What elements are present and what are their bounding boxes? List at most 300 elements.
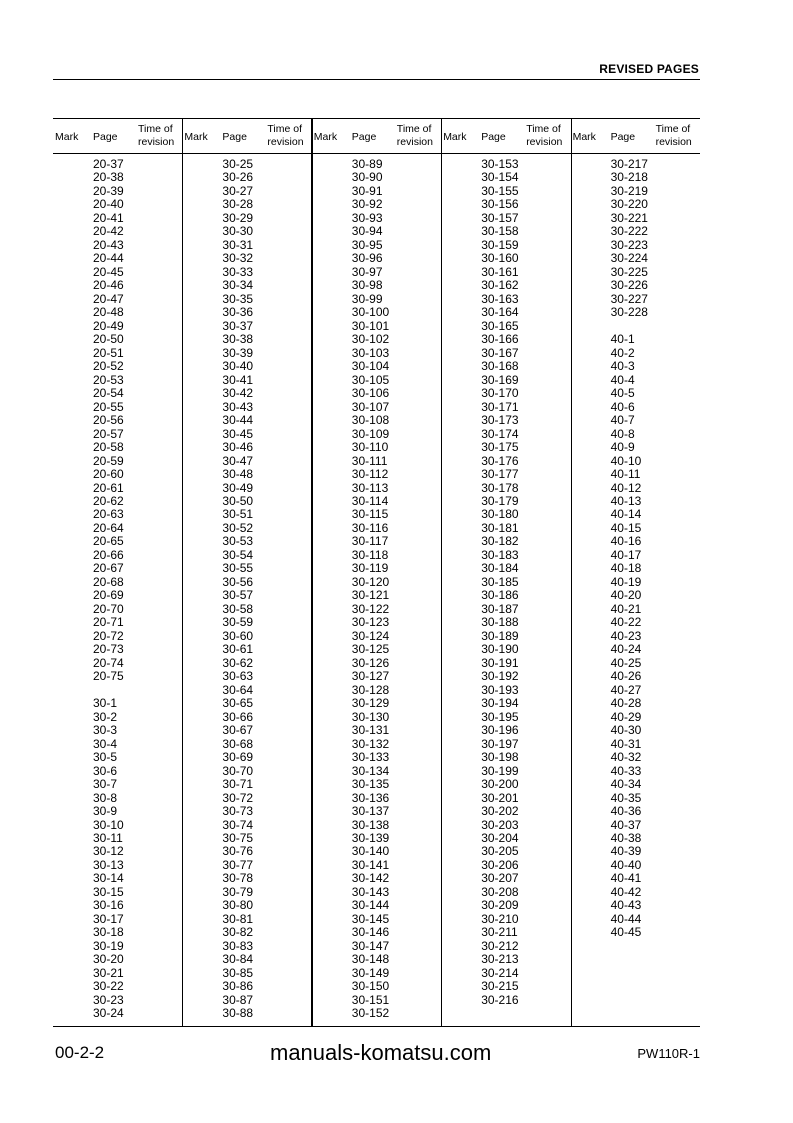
page-entry: 30-75	[222, 831, 254, 845]
page-entry: 30-69	[222, 750, 254, 765]
page-entry: 30-9	[93, 804, 118, 819]
page-entry: 30-84	[222, 952, 254, 967]
page-entry: 30-108	[351, 413, 390, 428]
header-time-line1: Time of	[526, 123, 561, 135]
page-entry: 30-195	[481, 709, 519, 724]
page-entry: 30-206	[481, 857, 519, 872]
page-entry: 30-163	[481, 291, 519, 306]
page-entry: 30-37	[222, 318, 254, 333]
page-entry: 40-1	[610, 332, 635, 347]
page-entry: 40-13	[610, 494, 642, 508]
page-entry: 30-153	[481, 157, 519, 171]
page-entry: 30-42	[222, 386, 254, 401]
page-entry: 20-51	[93, 345, 124, 360]
column-divider	[182, 118, 183, 1026]
page-entry: 30-167	[481, 345, 519, 360]
page-entry: 30-141	[351, 857, 390, 872]
header-mark: Mark	[572, 131, 596, 143]
page-entry: 40-5	[610, 386, 635, 401]
column-divider	[311, 118, 313, 1026]
page-entry: 30-158	[481, 224, 519, 239]
page-entry: 30-215	[481, 979, 519, 994]
page-entry: 30-82	[222, 925, 254, 940]
page-entry: 30-101	[351, 318, 390, 333]
page-entry: 30-36	[222, 305, 254, 320]
page-entry: 40-40	[610, 857, 642, 872]
page-entry: 30-154	[481, 170, 519, 185]
page-entry: 30-149	[351, 965, 390, 980]
page-entry: 30-26	[222, 170, 254, 185]
page-entry: 30-45	[222, 426, 254, 441]
page-entry: 20-64	[93, 520, 124, 535]
page-entry: 30-78	[222, 871, 254, 886]
page-entry: 30-175	[481, 440, 519, 455]
header-mark: Mark	[55, 131, 79, 143]
page-entry: 40-14	[610, 507, 642, 522]
page-entry: 30-28	[222, 197, 254, 212]
page-entry: 20-68	[93, 574, 124, 589]
page-entry: 30-168	[481, 359, 519, 374]
page-entry: 30-213	[481, 952, 519, 967]
page-entry: 30-219	[610, 183, 648, 198]
page-entry: 30-209	[481, 898, 519, 913]
column-divider	[571, 118, 572, 1026]
page-entry: 30-129	[351, 696, 390, 711]
page-entry: 40-27	[610, 682, 642, 697]
page-entry: 30-208	[481, 884, 519, 899]
page-entry: 40-17	[610, 547, 642, 562]
page-entry: 30-144	[351, 898, 390, 913]
page-entry: 30-202	[481, 804, 519, 819]
page-entry: 30-121	[351, 588, 390, 603]
page-entry: 20-75	[93, 669, 124, 684]
page-entry: 40-19	[610, 574, 642, 589]
page-entry: 30-109	[351, 426, 390, 441]
page-entry: 30-204	[481, 831, 519, 845]
page-entry: 20-46	[93, 278, 124, 293]
page-entry: 30-67	[222, 723, 254, 738]
page-entry: 30-87	[222, 992, 254, 1007]
page-entry: 30-97	[351, 264, 383, 279]
header-time-line2: revision	[655, 136, 692, 148]
page-entry: 30-155	[481, 183, 519, 198]
page-entry: 30-94	[351, 224, 383, 239]
page-entry: 40-3	[610, 359, 635, 374]
page-entry: 30-138	[351, 817, 390, 832]
page-entry: 30-221	[610, 210, 648, 225]
page-entry: 30-47	[222, 453, 254, 468]
page-entry: 30-19	[93, 938, 124, 953]
page-entry: 30-226	[610, 278, 648, 293]
page-entry: 30-49	[222, 480, 254, 495]
page-entry: 30-124	[351, 628, 390, 643]
page-entry: 30-38	[222, 332, 254, 347]
page-entry: 40-35	[610, 790, 642, 805]
page-entry: 30-143	[351, 884, 390, 899]
page-entry: 30-216	[481, 992, 519, 1007]
page-entry: 30-212	[481, 938, 519, 953]
header-page: Page	[351, 131, 377, 143]
page-entry: 30-2	[93, 709, 118, 724]
page-entry: 30-130	[351, 709, 390, 724]
page-entry: 20-69	[93, 588, 124, 603]
page-entry: 30-46	[222, 440, 254, 455]
page-entry: 40-45	[610, 925, 642, 940]
page-entry: 30-122	[351, 601, 390, 616]
model-name: PW110R-1	[637, 1046, 700, 1061]
page-entry: 40-9	[610, 440, 635, 455]
page-entry: 30-187	[481, 601, 519, 616]
page-entry: 30-176	[481, 453, 519, 468]
header-divider	[53, 79, 700, 80]
page-entry: 30-217	[610, 157, 648, 171]
page-entry: 30-207	[481, 871, 519, 886]
page-entry: 30-166	[481, 332, 519, 347]
page-entry: 30-54	[222, 547, 254, 562]
page-entry: 20-50	[93, 332, 124, 347]
page-entry: 30-104	[351, 359, 390, 374]
page-entry: 30-119	[351, 561, 389, 576]
page-entry: 30-107	[351, 399, 390, 414]
page-entry: 30-93	[351, 210, 383, 225]
page-entry: 30-83	[222, 938, 254, 953]
page-entry: 30-133	[351, 750, 390, 765]
page-entry: 30-51	[222, 507, 254, 522]
page-entry: 20-45	[93, 264, 124, 279]
page-entry: 30-181	[481, 520, 519, 535]
page-entry: 30-174	[481, 426, 519, 441]
page-entry: 30-8	[93, 790, 118, 805]
page-entry: 30-198	[481, 750, 519, 765]
page-entry: 20-60	[93, 467, 124, 482]
page-entry: 30-220	[610, 197, 648, 212]
page-entry: 30-112	[351, 467, 389, 482]
page-entry: 30-1	[93, 696, 118, 711]
page-entry: 20-38	[93, 170, 124, 185]
page-title: REVISED PAGES	[599, 62, 699, 76]
page-entry: 40-2	[610, 345, 635, 360]
page-entry: 30-224	[610, 251, 648, 266]
page-entry: 40-6	[610, 399, 635, 414]
page-entry: 30-132	[351, 736, 390, 751]
page-entry: 30-170	[481, 386, 519, 401]
page-entry: 40-15	[610, 520, 642, 535]
page-entry: 30-225	[610, 264, 648, 279]
page-entry: 30-110	[351, 440, 389, 455]
page-entry: 30-61	[222, 642, 254, 657]
page-entry: 30-162	[481, 278, 519, 293]
page-entry: 30-192	[481, 669, 519, 684]
page-entry: 20-37	[93, 157, 124, 171]
page-entry: 30-53	[222, 534, 254, 549]
page-entry: 30-114	[351, 494, 389, 508]
page-entry: 20-61	[93, 480, 124, 495]
page-entry: 40-16	[610, 534, 642, 549]
page-entry: 30-99	[351, 291, 383, 306]
page-entry: 30-134	[351, 763, 390, 778]
page-entry: 30-205	[481, 844, 519, 859]
page-entry: 30-22	[93, 979, 124, 994]
page-entry: 30-227	[610, 291, 648, 306]
header-time-line1: Time of	[396, 123, 432, 135]
page-entry: 30-44	[222, 413, 254, 428]
page-entry: 30-118	[351, 547, 389, 562]
page-entry: 30-146	[351, 925, 390, 940]
page-entry: 40-34	[610, 777, 642, 792]
page-entry: 30-199	[481, 763, 519, 778]
header-time-line2: revision	[138, 136, 175, 148]
page-entry: 30-24	[93, 1006, 124, 1021]
page-entry: 20-47	[93, 291, 124, 306]
page-entry: 40-8	[610, 426, 635, 441]
page-entry: 30-16	[93, 898, 124, 913]
header-mark: Mark	[313, 131, 338, 143]
page-entry: 30-142	[351, 871, 390, 886]
page-entry: 30-150	[351, 979, 390, 994]
page-entry: 20-65	[93, 534, 124, 549]
page-entry: 20-42	[93, 224, 124, 239]
page-entry: 20-49	[93, 318, 124, 333]
page-entry: 30-86	[222, 979, 254, 994]
page-entry: 30-14	[93, 871, 124, 886]
page-entry: 30-41	[222, 372, 254, 387]
page-entry: 30-79	[222, 884, 254, 899]
page-entry: 30-7	[93, 777, 118, 792]
page-entry: 20-66	[93, 547, 124, 562]
page-entry: 30-96	[351, 251, 383, 266]
page-entry: 30-27	[222, 183, 254, 198]
page-entry: 40-33	[610, 763, 642, 778]
page-entry: 20-55	[93, 399, 124, 414]
column-divider	[441, 118, 442, 1026]
page-entry: 30-191	[481, 655, 519, 670]
page-entry: 30-43	[222, 399, 254, 414]
page-entry: 30-48	[222, 467, 254, 482]
page-entry: 30-5	[93, 750, 118, 765]
page-entry: 30-57	[222, 588, 254, 603]
page-entry: 30-183	[481, 547, 519, 562]
page-entry: 30-74	[222, 817, 254, 832]
page-entry: 30-80	[222, 898, 254, 913]
page-entry: 30-210	[481, 911, 519, 926]
page-entry: 30-188	[481, 615, 519, 630]
page-entry: 30-62	[222, 655, 254, 670]
page-entry: 30-203	[481, 817, 519, 832]
page-entry: 30-15	[93, 884, 124, 899]
page-entry: 40-39	[610, 844, 642, 859]
page-entry: 30-70	[222, 763, 254, 778]
page-entry: 30-125	[351, 642, 390, 657]
page-entry: 30-3	[93, 723, 118, 738]
page-entry: 30-222	[610, 224, 648, 239]
page-entry: 30-4	[93, 736, 118, 751]
page-entry: 40-32	[610, 750, 642, 765]
page-entry: 20-54	[93, 386, 124, 401]
page-entry: 30-68	[222, 736, 254, 751]
page-entry: 30-156	[481, 197, 519, 212]
page-entry: 30-165	[481, 318, 519, 333]
page-entry: 40-22	[610, 615, 642, 630]
header-mark: Mark	[443, 131, 467, 143]
page-entry: 30-33	[222, 264, 254, 279]
page-entry: 30-164	[481, 305, 519, 320]
page-entry: 30-71	[222, 777, 254, 792]
page-entry: 20-71	[93, 615, 124, 630]
page-entry: 40-25	[610, 655, 642, 670]
page-entry: 30-31	[222, 237, 254, 252]
page-entry: 20-67	[93, 561, 124, 576]
page-entry: 30-32	[222, 251, 254, 266]
page-entry: 30-159	[481, 237, 519, 252]
page-entry: 30-177	[481, 467, 519, 482]
page-entry: 40-18	[610, 561, 642, 576]
page-entry: 30-139	[351, 831, 390, 845]
page-entry: 20-73	[93, 642, 124, 657]
page-entry: 30-147	[351, 938, 390, 953]
header-time-line1: Time of	[655, 123, 691, 135]
page-entry: 30-98	[351, 278, 383, 293]
page-entry: 20-63	[93, 507, 124, 522]
page-entry: 30-88	[222, 1006, 254, 1021]
page-entry: 40-11	[610, 467, 641, 482]
page-entry: 30-30	[222, 224, 254, 239]
page-entry: 20-48	[93, 305, 124, 320]
page-entry: 30-197	[481, 736, 519, 751]
page-entry: 30-89	[351, 157, 383, 171]
page-entry: 30-102	[351, 332, 390, 347]
page-entry: 30-100	[351, 305, 390, 320]
page-entry: 30-65	[222, 696, 254, 711]
page-entry: 30-218	[610, 170, 648, 185]
table-header-divider	[53, 153, 700, 154]
page-entry: 30-194	[481, 696, 519, 711]
page-entry: 30-137	[351, 804, 390, 819]
page-entry: 20-56	[93, 413, 124, 428]
page-entry: 30-160	[481, 251, 519, 266]
page-entry: 30-152	[351, 1006, 390, 1021]
page-entry: 40-21	[610, 601, 642, 616]
page-entry: 30-105	[351, 372, 390, 387]
page-entry: 30-72	[222, 790, 254, 805]
page-entry: 30-73	[222, 804, 254, 819]
page-entry: 30-228	[610, 305, 648, 320]
page-entry: 30-59	[222, 615, 254, 630]
page-entry: 40-26	[610, 669, 642, 684]
page-entry: 30-178	[481, 480, 519, 495]
page-entry: 30-185	[481, 574, 519, 589]
page-entry: 30-40	[222, 359, 254, 374]
page-entry: 30-151	[351, 992, 390, 1007]
page-entry: 30-55	[222, 561, 254, 576]
page-entry: 30-29	[222, 210, 254, 225]
page-entry: 20-44	[93, 251, 124, 266]
page-entry: 30-193	[481, 682, 519, 697]
page-entry: 30-91	[351, 183, 383, 198]
page-entry: 20-62	[93, 494, 124, 508]
page-entry: 30-171	[481, 399, 519, 414]
page-entry: 30-11	[93, 831, 123, 845]
page-entry: 30-182	[481, 534, 519, 549]
page-entry: 40-20	[610, 588, 642, 603]
page-entry: 30-81	[222, 911, 254, 926]
page-entry: 30-58	[222, 601, 254, 616]
page-entry: 30-180	[481, 507, 519, 522]
page-number: 00-2-2	[55, 1043, 105, 1062]
page-entry: 30-35	[222, 291, 254, 306]
page-entry: 30-20	[93, 952, 124, 967]
page-entry: 30-145	[351, 911, 390, 926]
page-entry: 30-56	[222, 574, 254, 589]
page-entry: 20-39	[93, 183, 124, 198]
page-entry: 20-72	[93, 628, 124, 643]
page-entry: 30-12	[93, 844, 124, 859]
page-entry: 40-7	[610, 413, 635, 428]
page-entry: 30-95	[351, 237, 383, 252]
header-page: Page	[481, 131, 506, 143]
page-entry: 30-25	[222, 157, 254, 171]
page-entry: 30-190	[481, 642, 519, 657]
page-entry: 40-43	[610, 898, 642, 913]
page-entry: 30-23	[93, 992, 124, 1007]
page-entry: 40-10	[610, 453, 642, 468]
page-entry: 30-211	[481, 925, 518, 940]
page-entry: 40-31	[610, 736, 642, 751]
page-entry: 20-58	[93, 440, 124, 455]
page-entry: 20-43	[93, 237, 124, 252]
page-entry: 40-12	[610, 480, 642, 495]
page-entry: 30-223	[610, 237, 648, 252]
page-entry: 30-111	[351, 453, 388, 468]
page-entry: 30-50	[222, 494, 254, 508]
page-entry: 30-116	[351, 520, 389, 535]
page-entry: 20-53	[93, 372, 124, 387]
header-time-line1: Time of	[138, 123, 173, 135]
page-entry: 30-161	[481, 264, 519, 279]
page-entry: 40-38	[610, 831, 642, 845]
page-entry: 30-90	[351, 170, 383, 185]
page-entry: 30-196	[481, 723, 519, 738]
page-entry: 30-157	[481, 210, 519, 225]
page-entry: 30-18	[93, 925, 124, 940]
page-entry: 40-36	[610, 804, 642, 819]
page-entry: 30-136	[351, 790, 390, 805]
page-entry: 30-126	[351, 655, 390, 670]
page-entry: 40-42	[610, 884, 642, 899]
page-entry: 40-29	[610, 709, 642, 724]
page-entry: 30-135	[351, 777, 390, 792]
page-entry: 40-30	[610, 723, 642, 738]
header-time-line2: revision	[526, 136, 563, 148]
page-entry: 30-39	[222, 345, 254, 360]
watermark: manuals-komatsu.com	[270, 1040, 492, 1065]
page-entry: 30-201	[481, 790, 519, 805]
header-mark: Mark	[184, 131, 208, 143]
page-entry: 30-92	[351, 197, 383, 212]
page-entry: 40-24	[610, 642, 642, 657]
header-page: Page	[610, 131, 636, 143]
page-entry: 30-131	[351, 723, 390, 738]
page-entry: 30-140	[351, 844, 390, 859]
header-time-line2: revision	[396, 136, 433, 148]
page-entry: 30-123	[351, 615, 390, 630]
header-page: Page	[222, 131, 247, 143]
page-entry: 30-127	[351, 669, 390, 684]
page-entry: 30-184	[481, 561, 519, 576]
page-entry: 30-6	[93, 763, 118, 778]
page-entry: 40-28	[610, 696, 642, 711]
page-entry: 20-41	[93, 210, 124, 225]
header-time-line1: Time of	[267, 123, 303, 135]
